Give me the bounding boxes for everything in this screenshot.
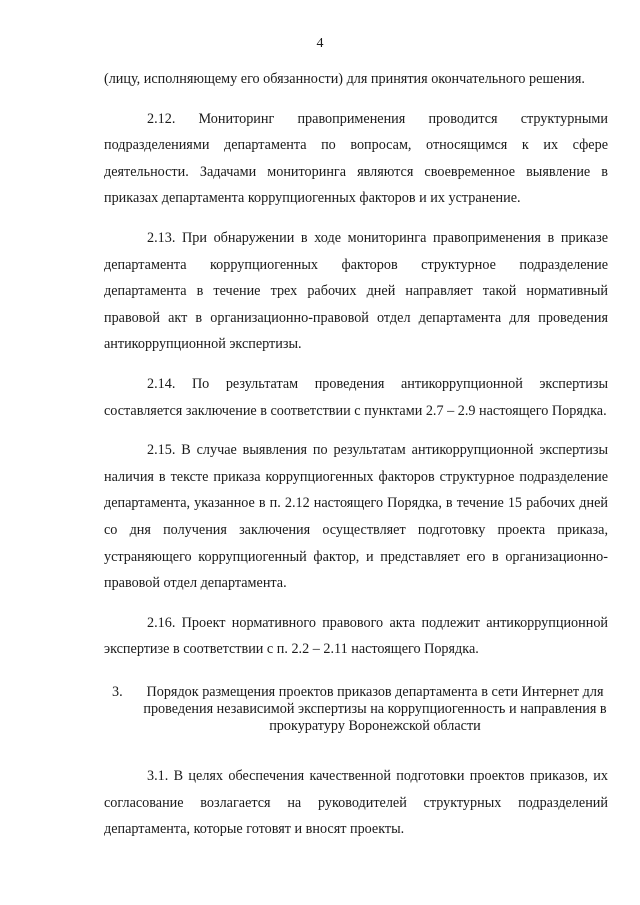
- section-number: 3.: [112, 684, 123, 700]
- paragraph-2-13: 2.13. При обнаружении в ходе мониторинга правоприменения в приказе департамента коррупциогенных факторов структурное подразделение департамента в течение трех рабочих дней направляет такой нормативный правовой акт в организационно-правовой отдел департамента для проведения антикоррупционной экспертизы.: [104, 229, 608, 353]
- paragraph-continuation: (лицу, исполняющему его обязанности) для принятия окончательного решения.: [104, 71, 585, 87]
- paragraph-2-12: 2.12. Мониторинг правоприменения проводится структурными подразделениями департамента по вопросам, относящимся к их сфере деятельности. Задачами мониторинга являются своевременное выявление в приказах департамента коррупциогенных факторов и их устранение.: [104, 110, 608, 207]
- page-number: 4: [316, 36, 324, 51]
- section-heading: [104, 684, 608, 735]
- document-body: [104, 66, 608, 663]
- section-body: [104, 763, 608, 843]
- paragraph-2-14: 2.14. По результатам проведения антикоррупционной экспертизы составляется заключение в соответствии с пунктами 2.7 – 2.9 настоящего Порядка.: [104, 375, 608, 419]
- section-title: Порядок размещения проектов приказов департамента в сети Интернет для проведения независимой экспертизы на коррупциогенность и направления в прокуратуру Воронежской области: [143, 684, 607, 734]
- paragraph-2-16: 2.16. Проект нормативного правового акта подлежит антикоррупционной экспертизе в соответствии с п. 2.2 – 2.11 настоящего Порядка.: [104, 614, 608, 658]
- paragraph-2-15: 2.15. В случае выявления по результатам антикоррупционной экспертизы наличия в тексте приказа коррупциогенных факторов структурное подразделение департамента, указанное в п. 2.12 настоящего Порядка, в течение 15 рабочих дней со дня получения заключения осуществляет подготовку проекта приказа, устраняющего коррупциогенный фактор, и представляет его в организационно-правовой отдел департамента.: [104, 442, 608, 592]
- paragraph-3-1: 3.1. В целях обеспечения качественной подготовки проектов приказов, их согласование возлагается на руководителей структурных подразделений департамента, которые готовят и вносят проекты.: [104, 768, 608, 838]
